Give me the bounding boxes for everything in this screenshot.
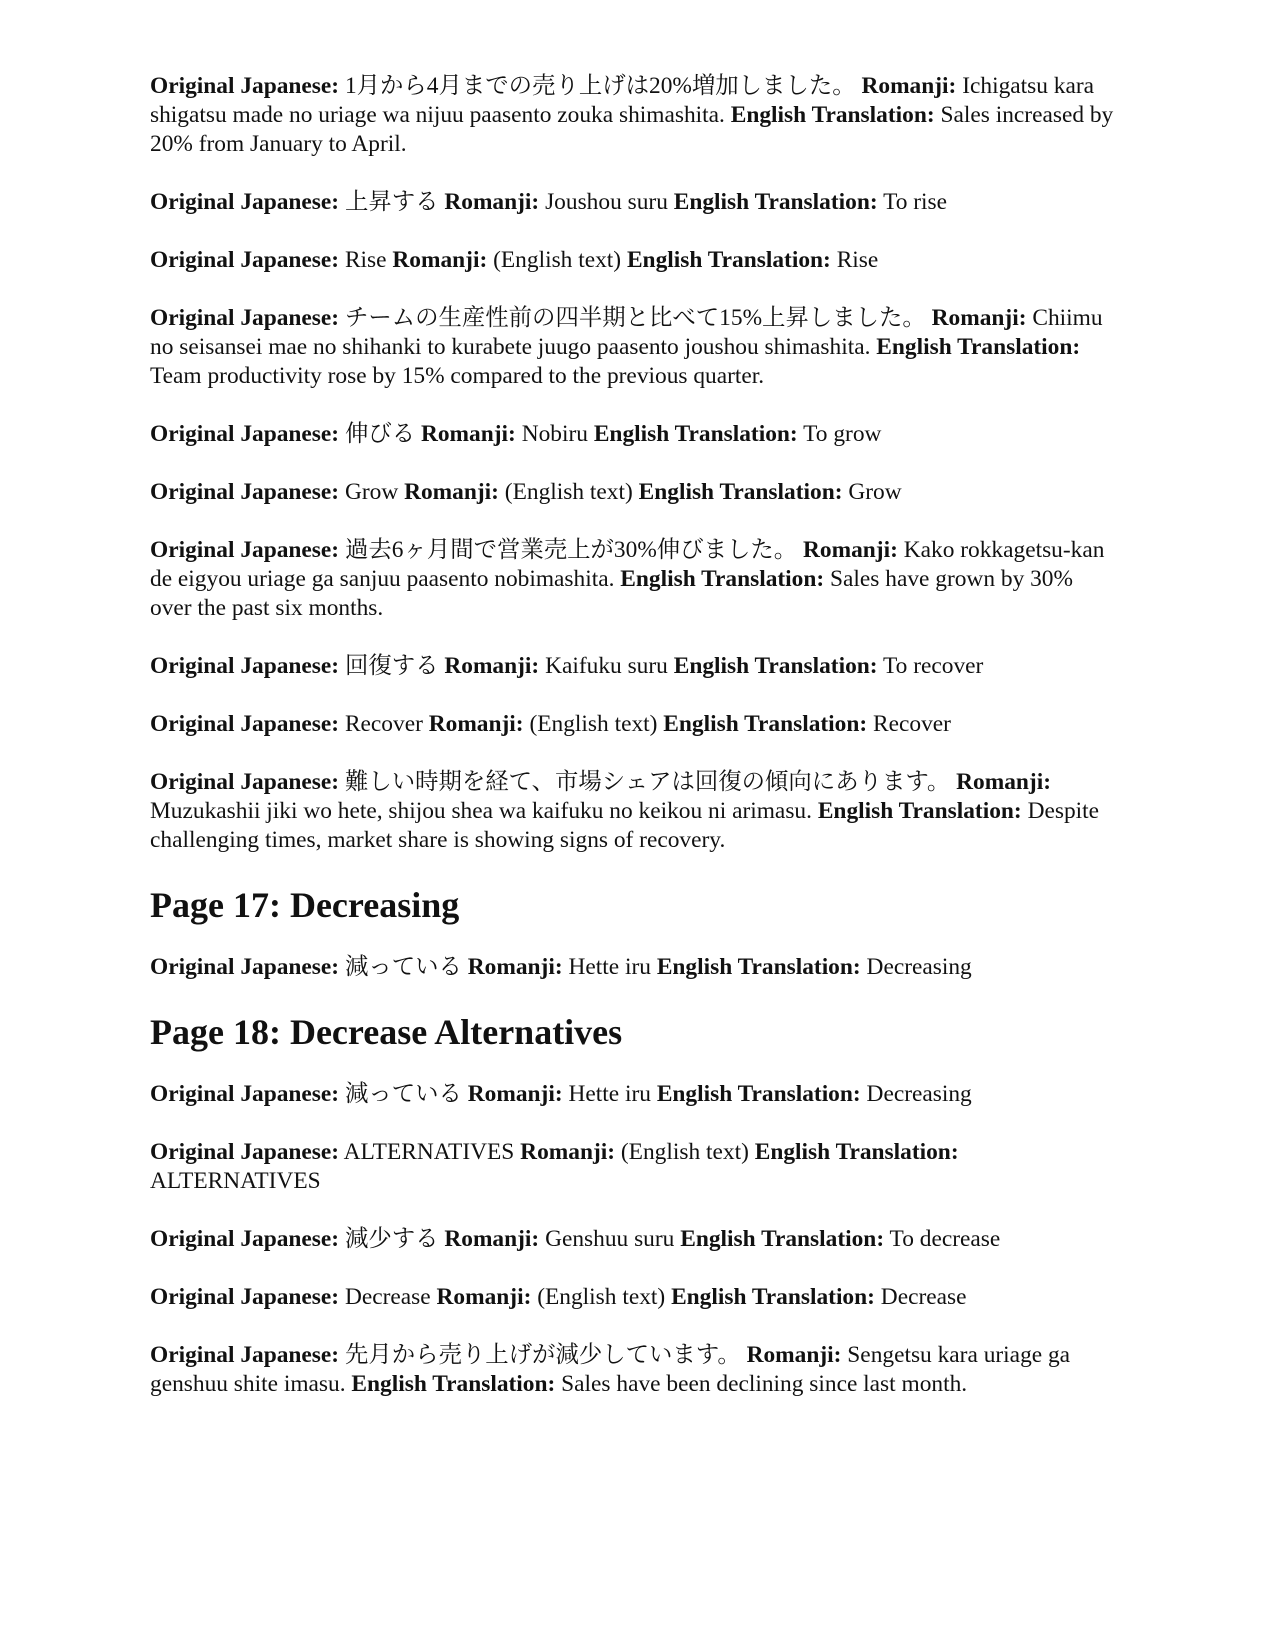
japanese-text: 回復する bbox=[344, 653, 439, 679]
translation-label: English Translation: bbox=[663, 711, 868, 737]
section-heading: Page 17: Decreasing bbox=[150, 885, 460, 925]
translation-text: Sales have grown by 30% over the past six months. bbox=[150, 566, 1073, 621]
vocab-entry bbox=[150, 72, 1120, 159]
romanji-label: Romanji: bbox=[467, 1081, 563, 1107]
original-label: Original Japanese: bbox=[150, 1284, 340, 1310]
romanji-text: Hette iru bbox=[568, 1081, 651, 1107]
translation-text: Decreasing bbox=[866, 954, 972, 980]
translation-label: English Translation: bbox=[671, 1284, 875, 1310]
original-label: Original Japanese: bbox=[150, 1139, 340, 1165]
romanji-label: Romanji: bbox=[803, 537, 898, 563]
romanji-text: Genshuu suru bbox=[545, 1226, 675, 1252]
translation-text: ALTERNATIVES bbox=[150, 1168, 321, 1194]
romanji-text: Kako rokkagetsu-kan de eigyou uriage ga sanjuu paasento nobimashita. bbox=[150, 537, 1105, 592]
translation-text: Despite challenging times, market share is showing signs of recovery. bbox=[150, 798, 1100, 853]
romanji-label: Romanji: bbox=[931, 305, 1027, 331]
japanese-text: 難しい時期を経て、市場シェアは回復の傾向にあります。 bbox=[344, 769, 951, 795]
translation-text: To grow bbox=[803, 421, 882, 447]
romanji-text: (English text) bbox=[537, 1284, 666, 1310]
translation-text: To decrease bbox=[889, 1226, 1001, 1252]
translation-label: English Translation: bbox=[876, 334, 1081, 360]
translation-text: To rise bbox=[883, 189, 948, 215]
original-label: Original Japanese: bbox=[150, 73, 340, 99]
vocab-entry bbox=[150, 304, 1120, 391]
romanji-text: Muzukashii jiki wo hete, shijou shea wa kaifuku no keikou ni arimasu. bbox=[150, 798, 812, 824]
vocab-entry bbox=[150, 1341, 1120, 1399]
romanji-text: Hette iru bbox=[568, 954, 651, 980]
translation-label: English Translation: bbox=[638, 479, 843, 505]
romanji-text: (English text) bbox=[504, 479, 633, 505]
romanji-label: Romanji: bbox=[746, 1342, 842, 1368]
translation-text: Recover bbox=[873, 711, 951, 737]
section-heading: Page 18: Decrease Alternatives bbox=[150, 1012, 623, 1052]
romanji-text: (English text) bbox=[529, 711, 658, 737]
vocab-entry bbox=[150, 1225, 1120, 1254]
japanese-text: 先月から売り上げが減少しています。 bbox=[344, 1342, 741, 1368]
translation-text: Rise bbox=[836, 247, 879, 273]
romanji-text: (English text) bbox=[620, 1139, 749, 1165]
translation-text: Sales increased by 20% from January to April. bbox=[150, 102, 1114, 157]
vocab-entry bbox=[150, 710, 1120, 739]
romanji-text: Ichigatsu kara shigatsu made no uriage wa nijuu paasento zouka shimashita. bbox=[150, 73, 1095, 128]
japanese-text: 減っている bbox=[344, 1081, 462, 1107]
original-label: Original Japanese: bbox=[150, 1226, 340, 1252]
original-label: Original Japanese: bbox=[150, 189, 340, 215]
translation-label: English Translation: bbox=[656, 1081, 861, 1107]
original-label: Original Japanese: bbox=[150, 421, 340, 447]
romanji-label: Romanji: bbox=[436, 1284, 532, 1310]
romanji-text: Sengetsu kara uriage ga genshuu shite imasu. bbox=[150, 1342, 1071, 1397]
vocab-entry bbox=[150, 536, 1120, 623]
translation-label: English Translation: bbox=[673, 189, 878, 215]
original-label: Original Japanese: bbox=[150, 247, 340, 273]
translation-label: English Translation: bbox=[673, 653, 878, 679]
vocab-entry bbox=[150, 652, 1120, 681]
translation-text: To recover bbox=[883, 653, 984, 679]
romanji-label: Romanji: bbox=[420, 421, 516, 447]
romanji-label: Romanji: bbox=[404, 479, 499, 505]
japanese-text: Recover bbox=[344, 711, 423, 737]
translation-label: English Translation: bbox=[656, 954, 861, 980]
translation-label: English Translation: bbox=[593, 421, 798, 447]
translation-text: Decreasing bbox=[866, 1081, 972, 1107]
romanji-text: Joushou suru bbox=[545, 189, 668, 215]
romanji-label: Romanji: bbox=[444, 189, 540, 215]
romanji-text: Nobiru bbox=[521, 421, 588, 447]
original-label: Original Japanese: bbox=[150, 711, 340, 737]
translation-label: English Translation: bbox=[626, 247, 831, 273]
original-label: Original Japanese: bbox=[150, 1342, 340, 1368]
translation-label: English Translation: bbox=[817, 798, 1022, 824]
japanese-text: 上昇する bbox=[344, 189, 439, 215]
japanese-text: Decrease bbox=[344, 1284, 431, 1310]
vocab-entry bbox=[150, 246, 1120, 275]
translation-label: English Translation: bbox=[680, 1226, 885, 1252]
romanji-label: Romanji: bbox=[444, 1226, 540, 1252]
vocab-entry bbox=[150, 420, 1120, 449]
japanese-text: 減っている bbox=[344, 954, 462, 980]
vocab-entry bbox=[150, 1080, 1120, 1109]
romanji-label: Romanji: bbox=[428, 711, 524, 737]
japanese-text: 伸びる bbox=[344, 421, 416, 447]
romanji-label: Romanji: bbox=[444, 653, 540, 679]
original-label: Original Japanese: bbox=[150, 769, 340, 795]
translation-text: Grow bbox=[848, 479, 902, 505]
translation-label: English Translation: bbox=[754, 1139, 959, 1165]
japanese-text: 1月から4月までの売り上げは20%増加しました。 bbox=[344, 73, 856, 99]
vocab-entry bbox=[150, 188, 1120, 217]
romanji-label: Romanji: bbox=[956, 769, 1052, 795]
vocab-entry bbox=[150, 768, 1120, 855]
original-label: Original Japanese: bbox=[150, 653, 340, 679]
vocab-entry bbox=[150, 953, 1120, 982]
vocab-entry bbox=[150, 478, 1120, 507]
japanese-text: Rise bbox=[344, 247, 387, 273]
translation-label: English Translation: bbox=[620, 566, 825, 592]
original-label: Original Japanese: bbox=[150, 1081, 340, 1107]
original-label: Original Japanese: bbox=[150, 479, 340, 505]
romanji-label: Romanji: bbox=[392, 247, 488, 273]
romanji-label: Romanji: bbox=[467, 954, 563, 980]
japanese-text: ALTERNATIVES bbox=[343, 1139, 515, 1165]
translation-label: English Translation: bbox=[351, 1371, 556, 1397]
translation-text: Sales have been declining since last month. bbox=[561, 1371, 968, 1397]
document-page bbox=[150, 72, 1120, 1428]
romanji-text: Kaifuku suru bbox=[545, 653, 668, 679]
translation-label: English Translation: bbox=[730, 102, 935, 128]
vocab-entry bbox=[150, 1138, 1120, 1196]
romanji-label: Romanji: bbox=[861, 73, 957, 99]
translation-text: Decrease bbox=[880, 1284, 967, 1310]
romanji-label: Romanji: bbox=[520, 1139, 616, 1165]
original-label: Original Japanese: bbox=[150, 305, 340, 331]
translation-text: Team productivity rose by 15% compared to the previous quarter. bbox=[150, 363, 765, 389]
japanese-text: 過去6ヶ月間で営業売上が30%伸びました。 bbox=[344, 537, 798, 563]
original-label: Original Japanese: bbox=[150, 954, 340, 980]
japanese-text: Grow bbox=[344, 479, 399, 505]
romanji-text: Chiimu no seisansei mae no shihanki to kurabete juugo paasento joushou shimashita. bbox=[150, 305, 1103, 360]
japanese-text: チームの生産性前の四半期と比べて15%上昇しました。 bbox=[344, 305, 926, 331]
japanese-text: 減少する bbox=[344, 1226, 439, 1252]
romanji-text: (English text) bbox=[493, 247, 622, 273]
original-label: Original Japanese: bbox=[150, 537, 340, 563]
vocab-entry bbox=[150, 1283, 1120, 1312]
